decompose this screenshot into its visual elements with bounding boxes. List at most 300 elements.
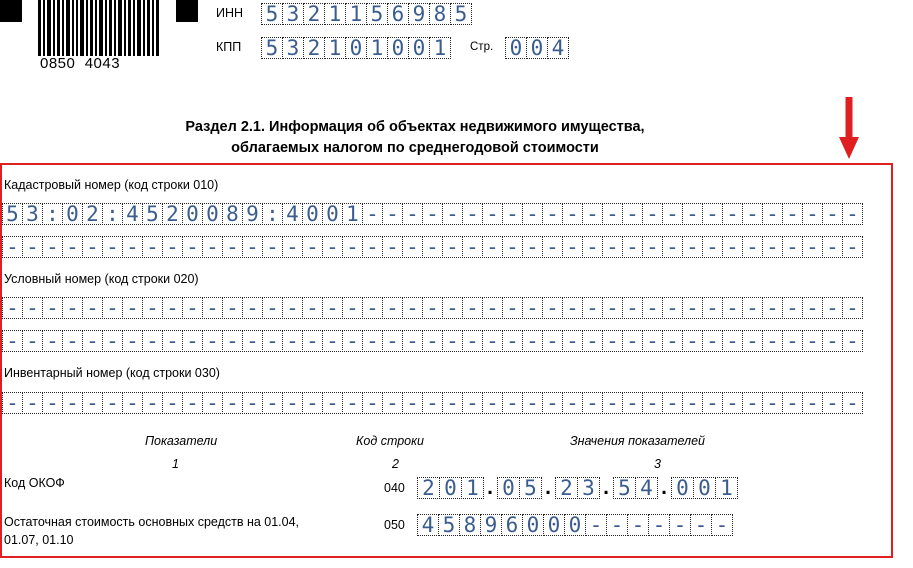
character-cell[interactable]: - [822,330,843,352]
section-title-line1: Раздел 2.1. Информация об объектах недвижимого имущества, [185,119,645,135]
cadastral-number-field-row1[interactable] [2,203,862,225]
character-cell[interactable]: - [842,236,863,258]
column-header-values: Значения показателей [570,434,706,448]
character-cell[interactable]: - [662,203,683,225]
character-cell[interactable]: - [382,330,403,352]
character-cell[interactable]: - [722,236,743,258]
character-cell[interactable]: - [742,297,763,319]
character-cell[interactable]: 0 [408,37,430,59]
character-cell[interactable]: - [542,297,563,319]
character-cell[interactable]: - [622,297,643,319]
character-cell[interactable]: - [262,236,283,258]
character-cell[interactable]: - [442,392,463,414]
character-cell[interactable]: - [222,330,243,352]
character-cell[interactable]: 0 [693,477,716,499]
character-cell[interactable]: 0 [302,203,323,225]
character-cell[interactable]: 0 [322,203,343,225]
character-cell[interactable]: - [22,297,43,319]
character-cell[interactable]: - [542,236,563,258]
character-cell[interactable]: 3 [577,477,600,499]
character-cell[interactable]: 1 [366,37,388,59]
character-cell[interactable]: - [842,203,863,225]
separator-dot: . [542,477,554,499]
character-cell[interactable]: - [322,236,343,258]
character-cell[interactable]: - [482,297,503,319]
character-cell[interactable]: - [82,297,103,319]
corner-marker-right [176,0,198,22]
corner-marker-left [0,0,22,22]
character-cell[interactable]: - [222,236,243,258]
character-cell[interactable]: - [62,392,83,414]
character-cell[interactable]: - [562,392,583,414]
barcode-number: 0850 4043 [40,55,121,72]
character-cell[interactable]: - [682,203,703,225]
character-cell[interactable]: - [242,297,263,319]
character-cell[interactable]: - [627,514,649,536]
character-cell[interactable]: 8 [222,203,243,225]
character-cell[interactable]: - [682,330,703,352]
character-cell[interactable]: : [262,203,283,225]
column-header-line-code: Код строки [356,434,424,448]
column-number-2: 2 [392,457,399,471]
character-cell[interactable]: - [262,297,283,319]
character-cell[interactable]: - [702,297,723,319]
character-cell[interactable]: - [542,392,563,414]
barcode-image [38,0,159,56]
character-cell[interactable]: - [82,392,103,414]
character-cell[interactable]: - [182,330,203,352]
character-cell[interactable]: - [462,203,483,225]
character-cell[interactable]: - [522,330,543,352]
character-cell[interactable]: - [42,236,63,258]
character-cell[interactable]: 1 [429,37,451,59]
character-cell[interactable]: - [606,514,628,536]
character-cell[interactable]: - [562,236,583,258]
character-cell[interactable]: - [682,297,703,319]
character-cell[interactable]: - [42,330,63,352]
character-cell[interactable]: 2 [303,37,325,59]
character-cell[interactable]: - [442,236,463,258]
character-cell[interactable]: - [242,392,263,414]
character-cell[interactable]: - [202,236,223,258]
character-cell[interactable]: - [782,392,803,414]
character-cell[interactable]: - [662,392,683,414]
character-cell[interactable]: 2 [303,3,325,25]
character-cell[interactable]: - [142,330,163,352]
character-cell[interactable]: - [242,330,263,352]
character-cell[interactable]: - [602,392,623,414]
character-cell[interactable]: - [422,392,443,414]
character-cell[interactable]: - [282,392,303,414]
character-cell[interactable]: - [702,330,723,352]
character-cell[interactable]: - [342,330,363,352]
character-cell[interactable]: - [482,203,503,225]
character-cell[interactable]: - [622,330,643,352]
character-cell[interactable]: - [122,297,143,319]
character-cell[interactable]: - [782,203,803,225]
character-cell[interactable]: - [362,330,383,352]
character-cell[interactable]: - [62,330,83,352]
character-cell[interactable]: - [142,392,163,414]
character-cell[interactable]: - [222,392,243,414]
character-cell[interactable]: 5 [2,203,23,225]
character-cell[interactable]: - [582,236,603,258]
inventory-label: Инвентарный номер (код строки 030) [4,366,220,380]
character-cell[interactable]: - [122,330,143,352]
character-cell[interactable]: 0 [671,477,694,499]
character-cell[interactable]: - [122,392,143,414]
character-cell[interactable]: - [502,297,523,319]
character-cell[interactable]: - [342,297,363,319]
character-cell[interactable]: - [502,236,523,258]
character-cell[interactable]: - [642,330,663,352]
character-cell[interactable]: 0 [526,37,548,59]
character-cell[interactable]: - [182,236,203,258]
character-cell[interactable]: 5 [366,3,388,25]
character-cell[interactable]: - [822,297,843,319]
character-cell[interactable]: 4 [282,203,303,225]
character-cell[interactable]: - [482,392,503,414]
character-cell[interactable]: - [782,297,803,319]
character-cell[interactable]: - [162,297,183,319]
kpp-field[interactable] [261,37,450,59]
character-cell[interactable]: 0 [522,514,544,536]
character-cell[interactable]: - [142,236,163,258]
character-cell[interactable]: 6 [387,3,409,25]
character-cell[interactable]: - [22,236,43,258]
conditional-label: Условный номер (код строки 020) [4,272,199,286]
residual-value-field[interactable] [417,514,732,536]
character-cell[interactable]: - [722,330,743,352]
character-cell[interactable]: - [82,236,103,258]
character-cell[interactable]: 0 [497,477,520,499]
character-cell[interactable]: 1 [345,3,367,25]
section-title-line2: облагаемых налогом по среднегодовой стоимости [231,140,599,156]
character-cell[interactable]: 5 [261,37,283,59]
character-cell[interactable]: 5 [261,3,283,25]
character-cell[interactable]: - [342,392,363,414]
character-cell[interactable]: 4 [635,477,658,499]
character-cell[interactable]: 1 [715,477,738,499]
character-cell[interactable]: - [42,392,63,414]
character-cell[interactable]: - [822,203,843,225]
character-cell[interactable]: - [642,392,663,414]
character-cell[interactable]: - [402,236,423,258]
character-cell[interactable]: - [262,330,283,352]
character-cell[interactable]: - [82,330,103,352]
conditional-number-field-row1[interactable] [2,297,862,319]
character-cell[interactable]: - [602,203,623,225]
character-cell[interactable]: 0 [439,477,462,499]
character-cell[interactable]: 5 [438,514,460,536]
character-cell[interactable]: 5 [519,477,542,499]
column-header-indicators: Показатели [145,434,218,448]
character-cell[interactable]: - [822,392,843,414]
character-cell[interactable]: - [362,297,383,319]
character-cell[interactable]: - [62,236,83,258]
character-cell[interactable]: - [642,203,663,225]
character-cell[interactable]: - [582,392,603,414]
character-cell[interactable]: - [462,297,483,319]
column-number-1: 1 [172,457,179,471]
character-cell[interactable]: - [662,297,683,319]
character-cell[interactable]: - [282,297,303,319]
character-cell[interactable]: - [802,203,823,225]
character-cell[interactable]: - [302,236,323,258]
character-cell[interactable]: - [322,392,343,414]
character-cell[interactable]: - [22,392,43,414]
character-cell[interactable]: - [842,392,863,414]
character-cell[interactable]: 1 [324,37,346,59]
character-cell[interactable]: - [690,514,712,536]
character-cell[interactable]: - [102,392,123,414]
character-cell[interactable]: 9 [480,514,502,536]
character-cell[interactable]: - [522,203,543,225]
character-cell[interactable]: - [742,330,763,352]
character-cell[interactable]: - [202,330,223,352]
character-cell[interactable]: 2 [82,203,103,225]
character-cell[interactable]: - [502,203,523,225]
character-cell[interactable]: - [702,203,723,225]
character-cell[interactable]: - [822,236,843,258]
character-cell[interactable]: - [2,297,23,319]
character-cell[interactable]: - [582,297,603,319]
character-cell[interactable]: 0 [387,37,409,59]
okof-label: Код ОКОФ [4,476,65,490]
character-cell[interactable]: - [502,330,523,352]
character-cell[interactable]: - [562,297,583,319]
character-cell[interactable]: - [462,236,483,258]
character-cell[interactable]: - [162,392,183,414]
character-cell[interactable]: - [462,330,483,352]
character-cell[interactable]: - [122,236,143,258]
character-cell[interactable]: - [162,236,183,258]
character-cell[interactable]: - [382,392,403,414]
character-cell[interactable]: - [62,297,83,319]
character-cell[interactable]: - [682,392,703,414]
inn-label: ИНН [216,6,244,20]
character-cell[interactable]: - [322,330,343,352]
character-cell[interactable]: - [202,297,223,319]
character-cell[interactable]: - [442,297,463,319]
character-cell[interactable]: - [242,236,263,258]
character-cell[interactable]: - [302,392,323,414]
character-cell[interactable]: - [602,236,623,258]
character-cell[interactable]: : [42,203,63,225]
character-cell[interactable]: - [722,392,743,414]
inventory-number-field[interactable] [2,392,862,414]
character-cell[interactable]: - [642,297,663,319]
character-cell[interactable]: - [182,392,203,414]
character-cell[interactable]: - [42,297,63,319]
character-cell[interactable]: - [422,330,443,352]
character-cell[interactable]: - [802,236,823,258]
character-cell[interactable]: 0 [345,37,367,59]
character-cell[interactable]: - [102,297,123,319]
character-cell[interactable]: - [402,203,423,225]
character-cell[interactable]: 5 [450,3,472,25]
separator-dot: . [658,477,670,499]
character-cell[interactable]: - [562,203,583,225]
page-label: Стр. [470,41,494,53]
character-cell[interactable]: - [602,297,623,319]
character-cell[interactable]: - [402,330,423,352]
character-cell[interactable]: - [282,236,303,258]
character-cell[interactable]: - [782,330,803,352]
character-cell[interactable]: - [622,392,643,414]
character-cell[interactable]: - [362,392,383,414]
character-cell[interactable]: - [362,203,383,225]
character-cell[interactable]: - [782,236,803,258]
cadastral-number-field-row2[interactable] [2,236,862,258]
character-cell[interactable]: 9 [408,3,430,25]
character-cell[interactable]: - [762,236,783,258]
separator-dot: . [600,477,612,499]
character-cell[interactable]: 2 [417,477,440,499]
character-cell[interactable]: - [711,514,733,536]
character-cell[interactable]: - [702,392,723,414]
character-cell[interactable]: 8 [459,514,481,536]
character-cell[interactable]: 3 [282,3,304,25]
character-cell[interactable]: - [542,203,563,225]
character-cell[interactable]: - [542,330,563,352]
character-cell[interactable]: - [802,297,823,319]
character-cell[interactable]: - [202,392,223,414]
character-cell[interactable]: - [662,330,683,352]
character-cell[interactable]: - [585,514,607,536]
character-cell[interactable]: 0 [505,37,527,59]
character-cell[interactable]: - [602,330,623,352]
character-cell[interactable]: - [302,330,323,352]
character-cell[interactable]: - [162,330,183,352]
character-cell[interactable]: - [622,236,643,258]
character-cell[interactable]: 6 [501,514,523,536]
character-cell[interactable]: - [682,236,703,258]
character-cell[interactable]: - [582,203,603,225]
character-cell[interactable]: - [382,203,403,225]
character-cell[interactable]: - [562,330,583,352]
character-cell[interactable]: 4 [417,514,439,536]
kpp-label: КПП [216,40,242,54]
character-cell[interactable]: 3 [22,203,43,225]
character-cell[interactable]: 0 [543,514,565,536]
character-cell[interactable]: - [762,392,783,414]
character-cell[interactable]: - [582,330,603,352]
character-cell[interactable]: - [222,297,243,319]
conditional-number-field-row2[interactable] [2,330,862,352]
character-cell[interactable]: - [642,236,663,258]
character-cell[interactable]: - [762,297,783,319]
down-arrow-icon [839,97,859,161]
character-cell[interactable]: 4 [547,37,569,59]
character-cell[interactable]: - [2,236,23,258]
character-cell[interactable]: - [802,330,823,352]
residual-value-label-line2: 01.07, 01.10 [4,533,74,547]
character-cell[interactable]: 5 [142,203,163,225]
character-cell[interactable]: - [442,203,463,225]
character-cell[interactable]: - [422,236,443,258]
character-cell[interactable]: - [382,236,403,258]
character-cell[interactable]: - [669,514,691,536]
character-cell[interactable]: - [722,297,743,319]
character-cell[interactable]: - [382,297,403,319]
character-cell[interactable]: - [842,330,863,352]
character-cell[interactable]: 8 [429,3,451,25]
character-cell[interactable]: 2 [162,203,183,225]
character-cell[interactable]: - [282,330,303,352]
character-cell[interactable]: - [482,330,503,352]
character-cell[interactable]: 1 [342,203,363,225]
character-cell[interactable]: - [622,203,643,225]
character-cell[interactable]: 3 [282,37,304,59]
character-cell[interactable]: - [502,392,523,414]
character-cell[interactable]: - [762,330,783,352]
character-cell[interactable]: 1 [324,3,346,25]
character-cell[interactable]: - [302,297,323,319]
character-cell[interactable]: - [22,330,43,352]
character-cell[interactable]: - [422,203,443,225]
character-cell[interactable]: - [742,203,763,225]
character-cell[interactable]: - [842,297,863,319]
character-cell[interactable]: - [322,297,343,319]
okof-code-field[interactable] [417,477,737,499]
character-cell[interactable]: - [2,330,23,352]
character-cell[interactable]: 1 [461,477,484,499]
character-cell[interactable]: - [422,297,443,319]
separator-dot: . [484,477,496,499]
okof-line-code: 040 [384,481,405,495]
character-cell[interactable]: - [462,392,483,414]
character-cell[interactable]: - [2,392,23,414]
character-cell[interactable]: - [522,236,543,258]
character-cell[interactable]: 9 [242,203,263,225]
character-cell[interactable]: - [142,297,163,319]
character-cell[interactable]: - [182,297,203,319]
column-number-3: 3 [654,457,661,471]
character-cell[interactable]: - [102,236,123,258]
character-cell[interactable]: - [342,236,363,258]
inn-field[interactable] [261,3,471,25]
character-cell[interactable]: - [262,392,283,414]
character-cell[interactable]: - [402,297,423,319]
character-cell[interactable]: - [742,392,763,414]
character-cell[interactable]: : [102,203,123,225]
character-cell[interactable]: - [662,236,683,258]
character-cell[interactable]: 0 [202,203,223,225]
character-cell[interactable]: - [742,236,763,258]
character-cell[interactable]: - [802,392,823,414]
page-number-field[interactable] [505,37,568,59]
character-cell[interactable]: - [522,297,543,319]
residual-line-code: 050 [384,518,405,532]
character-cell[interactable]: - [442,330,463,352]
character-cell[interactable]: - [722,203,743,225]
character-cell[interactable]: - [702,236,723,258]
character-cell[interactable]: - [648,514,670,536]
character-cell[interactable]: 0 [182,203,203,225]
character-cell[interactable]: - [402,392,423,414]
character-cell[interactable]: - [102,330,123,352]
character-cell[interactable]: 2 [555,477,578,499]
character-cell[interactable]: - [362,236,383,258]
character-cell[interactable]: 0 [62,203,83,225]
character-cell[interactable]: - [482,236,503,258]
character-cell[interactable]: - [762,203,783,225]
character-cell[interactable]: 0 [564,514,586,536]
character-cell[interactable]: - [522,392,543,414]
character-cell[interactable]: 4 [122,203,143,225]
character-cell[interactable]: 5 [613,477,636,499]
